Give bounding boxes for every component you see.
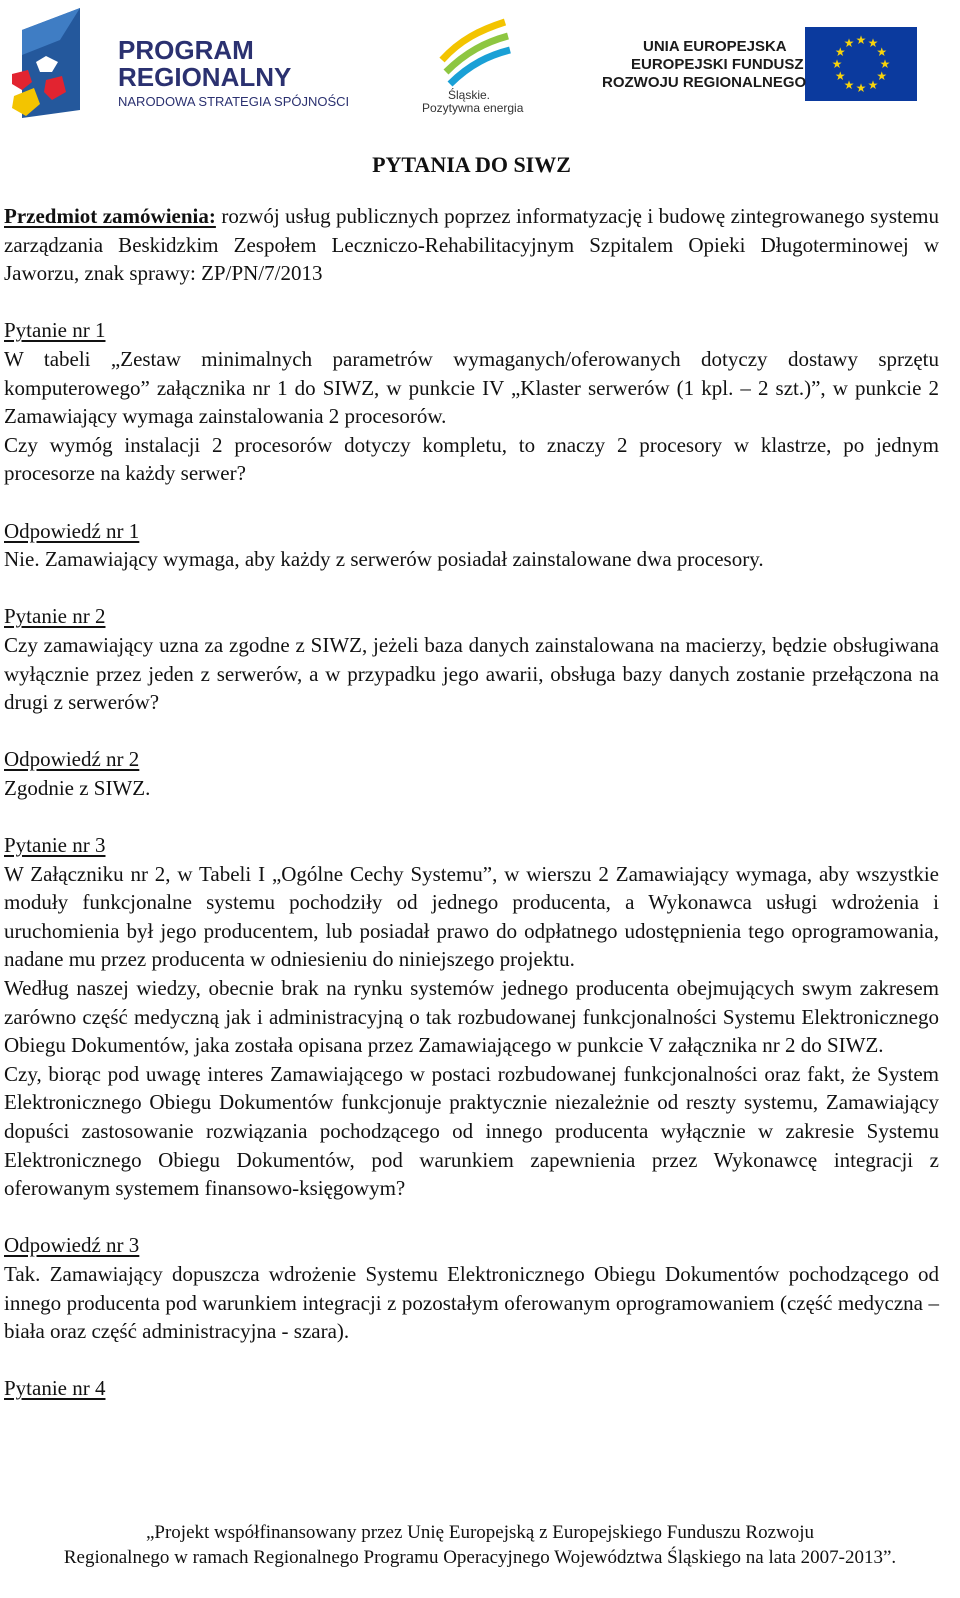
footer	[0, 1520, 960, 1570]
question-text: Według naszej wiedzy, obecnie brak na rynku systemów jednego producenta obejmujących swym zakresem zarówno część medyczną jak i administracyjną o tak rozbudowanej funkcjonalności Systemu Elektronicznego Obiegu Dokumentów, jaka została opisana przez Zamawiającego w punkcie V załącznika nr 2 do SIWZ.	[4, 976, 939, 1058]
footer-line1: „Projekt współfinansowany przez Unię Europejską z Europejskiego Funduszu Rozwoju	[145, 1522, 814, 1543]
spacer	[4, 574, 939, 603]
question-text: W tabeli „Zestaw minimalnych parametrów wymaganych/oferowanych dotyczy dostawy sprzętu komputerowego” załącznika nr 1 do SIWZ, w punkcie IV „Klaster serwerów (1 kpl. – 2 szt.)”, w punkcie 2 Zamawiający wymaga zainstalowania 2 procesorów.	[4, 346, 939, 429]
spacer	[4, 1203, 939, 1232]
header-logos	[0, 0, 960, 125]
answer-text: Nie. Zamawiający wymaga, aby każdy z serwerów posiadał zainstalowane dwa procesory.	[4, 547, 764, 572]
eu-star-icon: ★	[876, 69, 888, 83]
logo1-line2: REGIONALNY	[118, 62, 292, 92]
question-text: W Załączniku nr 2, w Tabeli I „Ogólne Cechy Systemu”, w wierszu 2 Zamawiający wymaga, aby wszystkie moduły funkcjonalne systemu pochodziły od jednego producenta, a Wykonawca usługi wdrożenia i uruchomienia był jego producentem, lub posiadał prawo do odpłatnego udostępnienia tego oprogramowania, nadane mu przez producenta w odniesieniu do niniejszego projektu.	[4, 861, 939, 972]
eu-star-icon: ★	[855, 81, 867, 95]
answer-label: Odpowiedź nr 2	[4, 747, 140, 772]
logo3-line1: UNIA EUROPEJSKA	[643, 38, 787, 55]
spacer	[4, 288, 939, 317]
logo2-line1: Śląskie.	[448, 88, 491, 102]
eu-star-icon: ★	[855, 33, 867, 47]
logo1-line1: PROGRAM	[118, 35, 254, 65]
question-label: Pytanie nr 2	[4, 604, 106, 629]
question-label: Pytanie nr 3	[4, 833, 106, 858]
question-label: Pytanie nr 1	[4, 318, 106, 343]
eu-star-icon: ★	[834, 45, 846, 59]
spacer	[4, 717, 939, 746]
spacer	[4, 488, 939, 517]
question-text: Czy zamawiający uzna za zgodne z SIWZ, jeżeli baza danych zainstalowana na macierzy, będzie obsługiwana wyłącznie przez jeden z serwerów, a w przypadku jego awarii, obsługa bazy danych zostanie przełączona na drugi z serwerów?	[4, 632, 939, 715]
program-regionalny-emblem	[12, 8, 80, 118]
logo3-line3: ROZWOJU REGIONALNEGO	[602, 74, 807, 91]
eu-star-icon: ★	[867, 36, 879, 51]
subject-text: rozwój usług publicznych poprzez informatyzację i budowę zintegrowanego systemu zarządzania Beskidzkim Zespołem Leczniczo-Rehabilitacyjnym Szpitalem Opieki Długoterminowej w Jaworzu, znak sprawy: ZP/PN/7/2013	[4, 204, 940, 286]
eu-star-icon: ★	[867, 77, 879, 92]
qa-list	[4, 288, 939, 1346]
eu-star-icon: ★	[834, 69, 846, 83]
document-body	[4, 150, 939, 1403]
logo1-line3: NARODOWA STRATEGIA SPÓJNOŚCI	[118, 94, 350, 109]
logo2-line2: Pozytywna energia	[422, 101, 524, 115]
next-question-label: Pytanie nr 4	[4, 1376, 106, 1401]
eu-star-icon: ★	[843, 36, 855, 51]
question-text: Czy wymóg instalacji 2 procesorów dotyczy kompletu, to znaczy 2 procesory w klastrze, po jednym procesorze na każdy serwer?	[4, 432, 939, 486]
answer-text: Tak. Zamawiający dopuszcza wdrożenie Systemu Elektronicznego Obiegu Dokumentów pochodzącego od innego producenta pod warunkiem integracji z pozostałym oferowanym oprogramowaniem (część medyczna – biała oraz część administracyjna - szara).	[4, 1261, 939, 1344]
footer-line2: Regionalnego w ramach Regionalnego Programu Operacyjnego Województwa Śląskiego na lata 2007-2013”.	[63, 1547, 897, 1568]
answer-text: Zgodnie z SIWZ.	[4, 775, 151, 800]
logo-strip	[0, 0, 960, 125]
slaskie-emblem	[442, 22, 510, 84]
document-title: PYTANIA DO SIWZ	[372, 152, 571, 177]
eu-star-icon: ★	[831, 57, 843, 71]
subject-paragraph	[4, 202, 939, 288]
subject-label: Przedmiot zamówienia:	[4, 204, 216, 228]
spacer	[4, 802, 939, 831]
eu-star-icon: ★	[843, 77, 855, 92]
answer-label: Odpowiedź nr 3	[4, 1233, 140, 1258]
question-text: Czy, biorąc pod uwagę interes Zamawiającego w postaci rozbudowanej funkcjonalności oraz fakt, że System Elektronicznego Obiegu Dokumentów funkcjonuje praktycznie niezależnie od reszty systemu, Zamawiający dopuści zastosowanie rozwiązania pochodzącego od innego producenta wyłącznie w zakresie Systemu Elektronicznego Obiegu Dokumentów, pod warunkiem zapewnienia przez Wykonawcę integracji z oferowanym systemem finansowo-księgowym?	[4, 1061, 939, 1201]
eu-star-icon: ★	[876, 45, 888, 59]
answer-label: Odpowiedź nr 1	[4, 518, 140, 543]
eu-star-icon: ★	[879, 57, 891, 71]
logo3-line2: EUROPEJSKI FUNDUSZ	[631, 56, 804, 73]
